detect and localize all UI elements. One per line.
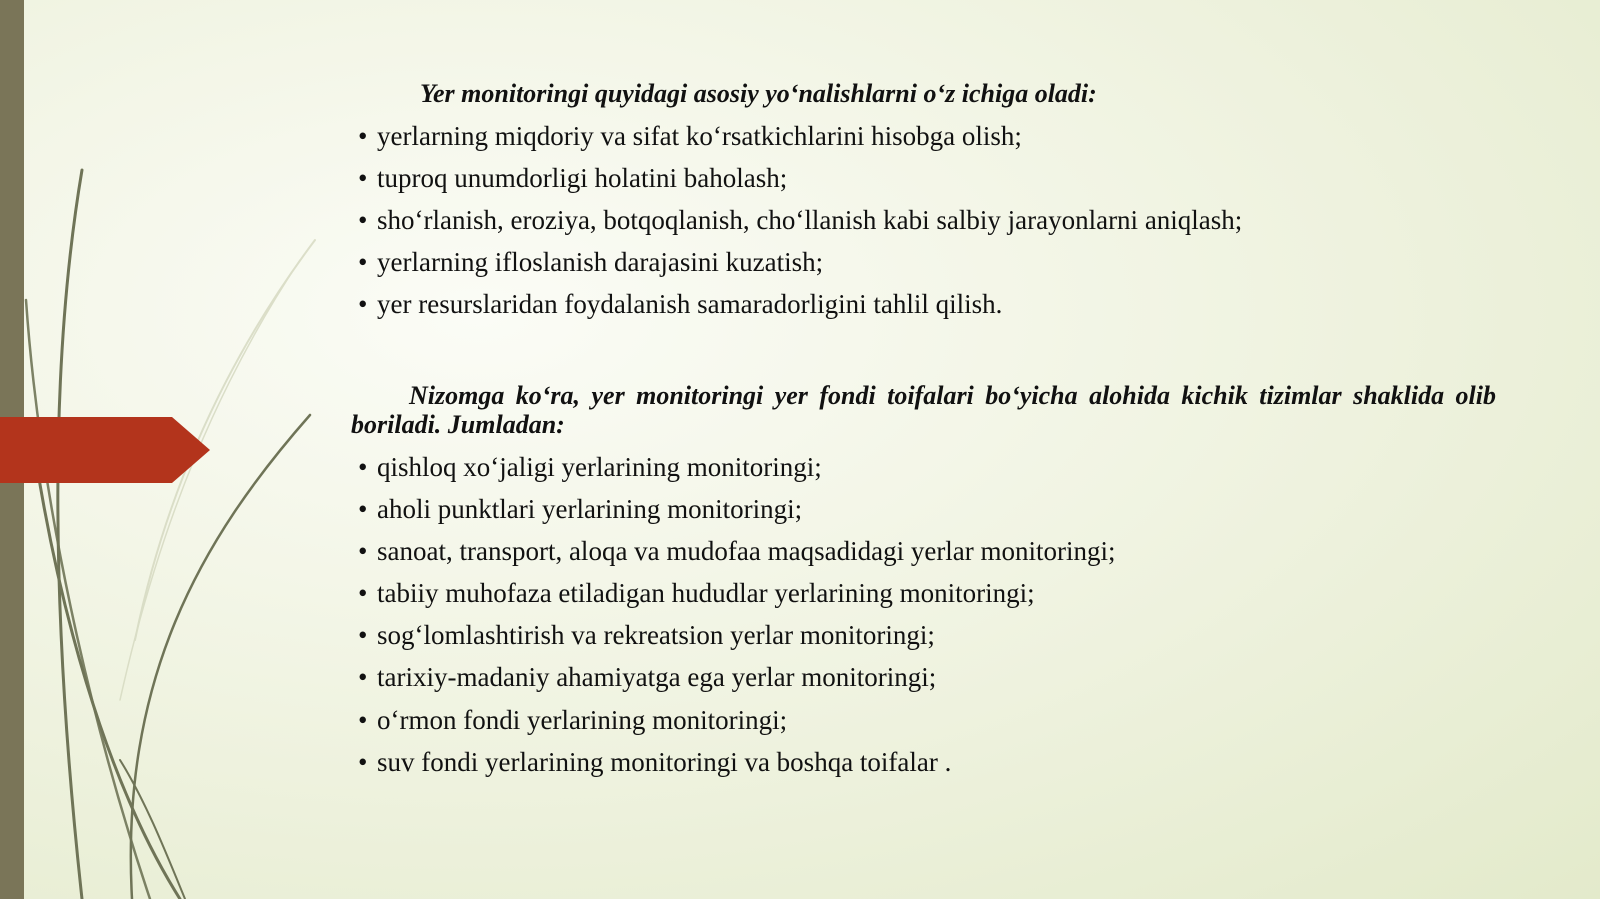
list-item xyxy=(358,578,1116,620)
list-item-text: tuproq unumdorligi holatini baholash; xyxy=(377,163,788,194)
list-item xyxy=(358,747,1116,789)
bullet-icon: • xyxy=(358,452,368,482)
red-arrow-tab xyxy=(0,417,210,483)
list-item-text: tarixiy-madaniy ahamiyatga ega yerlar monitoringi; xyxy=(377,662,937,693)
list-item xyxy=(358,705,1116,747)
bullet-icon: • xyxy=(358,121,368,151)
list-item xyxy=(358,494,1116,536)
bullet-icon: • xyxy=(358,536,368,567)
list-item xyxy=(358,163,1242,205)
list-item-text: o‘rmon fondi yerlarining monitoringi; xyxy=(377,704,788,735)
list-item xyxy=(358,662,1116,704)
bullet-icon: • xyxy=(358,205,368,236)
list-item xyxy=(358,620,1116,662)
list-item-text: sog‘lomlashtirish va rekreatsion yerlar monitoringi; xyxy=(377,620,935,651)
list-item-text: sho‘rlanish, eroziya, botqoqlanish, cho‘llanish kabi salbiy jarayonlarni aniqlash; xyxy=(377,205,1243,236)
list-item xyxy=(358,452,1116,494)
list-item xyxy=(358,536,1116,578)
list-item xyxy=(358,205,1242,247)
bullet-icon: • xyxy=(358,289,368,320)
bullet-list-1 xyxy=(358,121,1242,331)
list-item-text: sanoat, transport, aloqa va mudofaa maqsadidagi yerlar monitoringi; xyxy=(377,536,1116,567)
section-heading-1: Yer monitoringi quyidagi asosiy yo‘nalishlarni o‘z ichiga oladi: xyxy=(420,79,1097,108)
list-item xyxy=(358,247,1242,289)
bullet-icon: • xyxy=(358,620,368,651)
list-item-text: tabiiy muhofaza etiladigan hududlar yerlarining monitoringi; xyxy=(377,578,1035,609)
list-item-text: qishloq xo‘jaligi yerlarining monitoringi; xyxy=(377,452,822,482)
section-heading-2: Nizomga ko‘ra, yer monitoringi yer fondi toifalari bo‘yicha alohida kichik tizimlar shaklida olib boriladi. Jumladan: xyxy=(351,381,1496,439)
list-item-text: yerlarning ifloslanish darajasini kuzatish; xyxy=(377,247,824,278)
bullet-icon: • xyxy=(358,494,368,525)
bullet-list-2 xyxy=(358,452,1116,789)
list-item-text: yer resurslaridan foydalanish samaradorligini tahlil qilish. xyxy=(377,289,1003,320)
list-item xyxy=(358,121,1242,163)
bullet-icon: • xyxy=(358,662,368,693)
list-item-text: aholi punktlari yerlarining monitoringi; xyxy=(377,494,803,525)
list-item xyxy=(358,289,1242,331)
bullet-icon: • xyxy=(358,247,368,278)
bullet-icon: • xyxy=(358,704,368,735)
bullet-icon: • xyxy=(358,163,368,194)
bullet-icon: • xyxy=(358,578,368,609)
list-item-text: yerlarning miqdoriy va sifat ko‘rsatkichlarini hisobga olish; xyxy=(377,121,1022,151)
bullet-icon: • xyxy=(358,746,368,777)
list-item-text: suv fondi yerlarining monitoringi va boshqa toifalar . xyxy=(377,746,952,777)
